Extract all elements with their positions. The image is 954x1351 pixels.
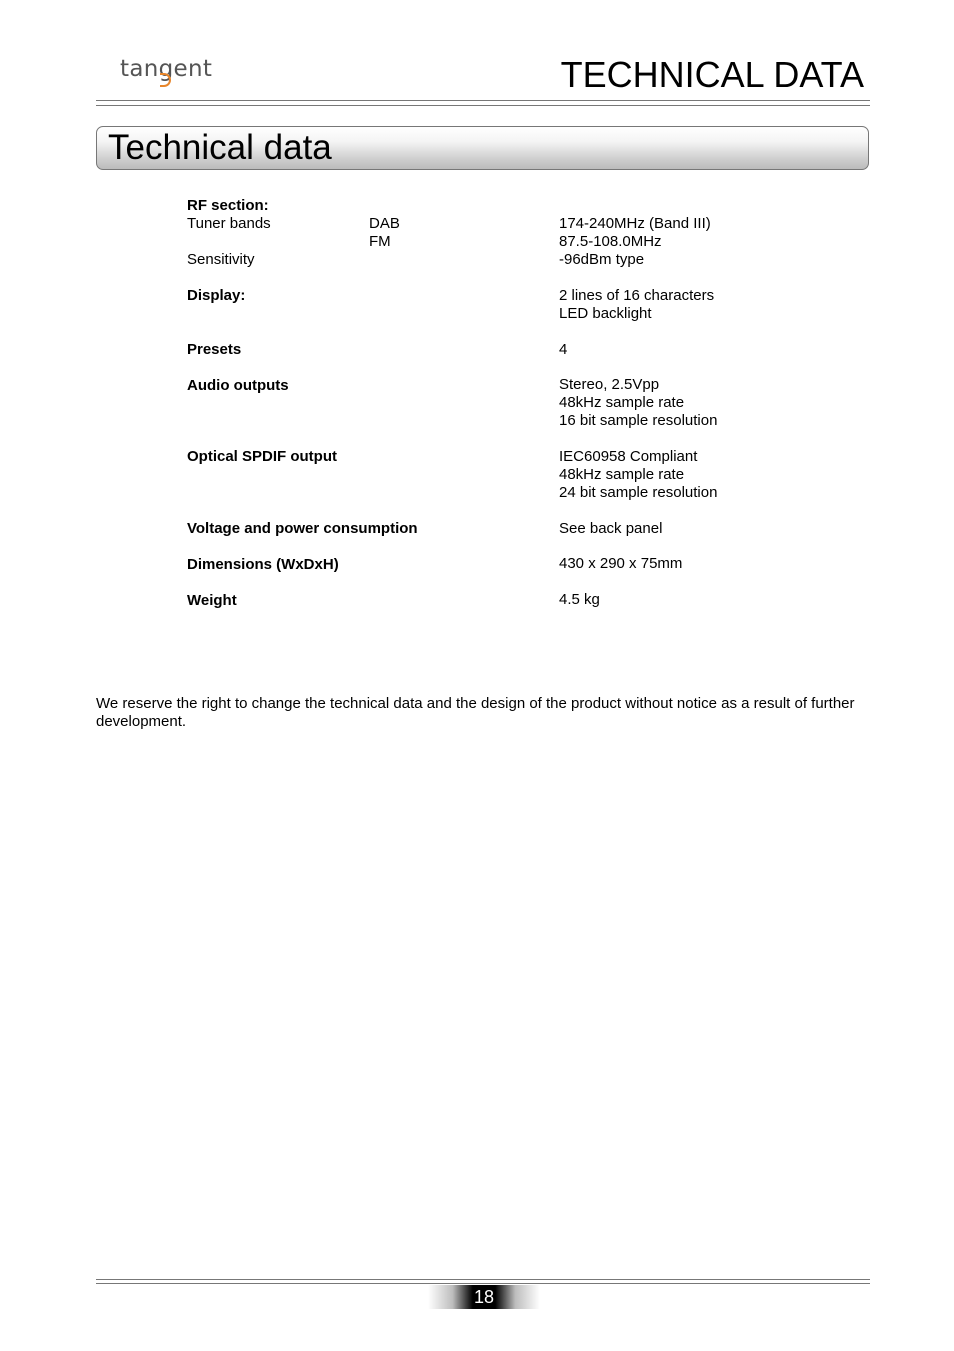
fm-value: 87.5-108.0MHz (559, 233, 662, 250)
optical-value-line2: 48kHz sample rate (559, 466, 685, 483)
rf-heading: RF section: (187, 197, 269, 214)
section-title: Technical data (108, 128, 332, 167)
audio-value-line2: 48kHz sample rate (559, 394, 685, 411)
optical-value-line1: IEC60958 Compliant (559, 448, 698, 465)
logo-text-end: ent (173, 56, 213, 82)
weight-label: Weight (187, 592, 237, 609)
page-header-title: TECHNICAL DATA (560, 54, 864, 95)
audio-value-line3: 16 bit sample resolution (559, 412, 718, 429)
fm-label: FM (369, 233, 391, 250)
dimensions-value: 430 x 290 x 75mm (559, 555, 683, 572)
logo-text-g: g (158, 56, 174, 82)
optical-output-label: Optical SPDIF output (187, 448, 337, 465)
voltage-label: Voltage and power consumption (187, 520, 418, 537)
footer-rule (96, 1279, 870, 1284)
sensitivity-label: Sensitivity (187, 251, 255, 268)
dimensions-label: Dimensions (WxDxH) (187, 556, 339, 573)
dab-label: DAB (369, 215, 400, 232)
weight-value: 4.5 kg (559, 591, 600, 608)
brand-logo (120, 56, 212, 82)
sensitivity-value: -96dBm type (559, 251, 645, 268)
presets-value: 4 (559, 341, 568, 358)
audio-value-line1: Stereo, 2.5Vpp (559, 376, 660, 393)
dab-value: 174-240MHz (Band III) (559, 215, 711, 232)
voltage-value: See back panel (559, 520, 663, 537)
display-value-line2: LED backlight (559, 305, 652, 322)
display-value-line1: 2 lines of 16 characters (559, 287, 715, 304)
audio-outputs-label: Audio outputs (187, 377, 289, 394)
disclaimer-note: We reserve the right to change the technical data and the design of the product without notice as a result of further development. (96, 695, 855, 730)
logo-text-start: tan (120, 56, 159, 82)
section-banner (96, 126, 869, 170)
page-number-box (428, 1285, 540, 1309)
header-rule (96, 100, 870, 106)
presets-label: Presets (187, 341, 242, 358)
page-number: 18 (473, 1287, 495, 1307)
tuner-bands-label: Tuner bands (187, 215, 271, 232)
optical-value-line3: 24 bit sample resolution (559, 484, 718, 501)
display-label: Display: (187, 287, 246, 304)
